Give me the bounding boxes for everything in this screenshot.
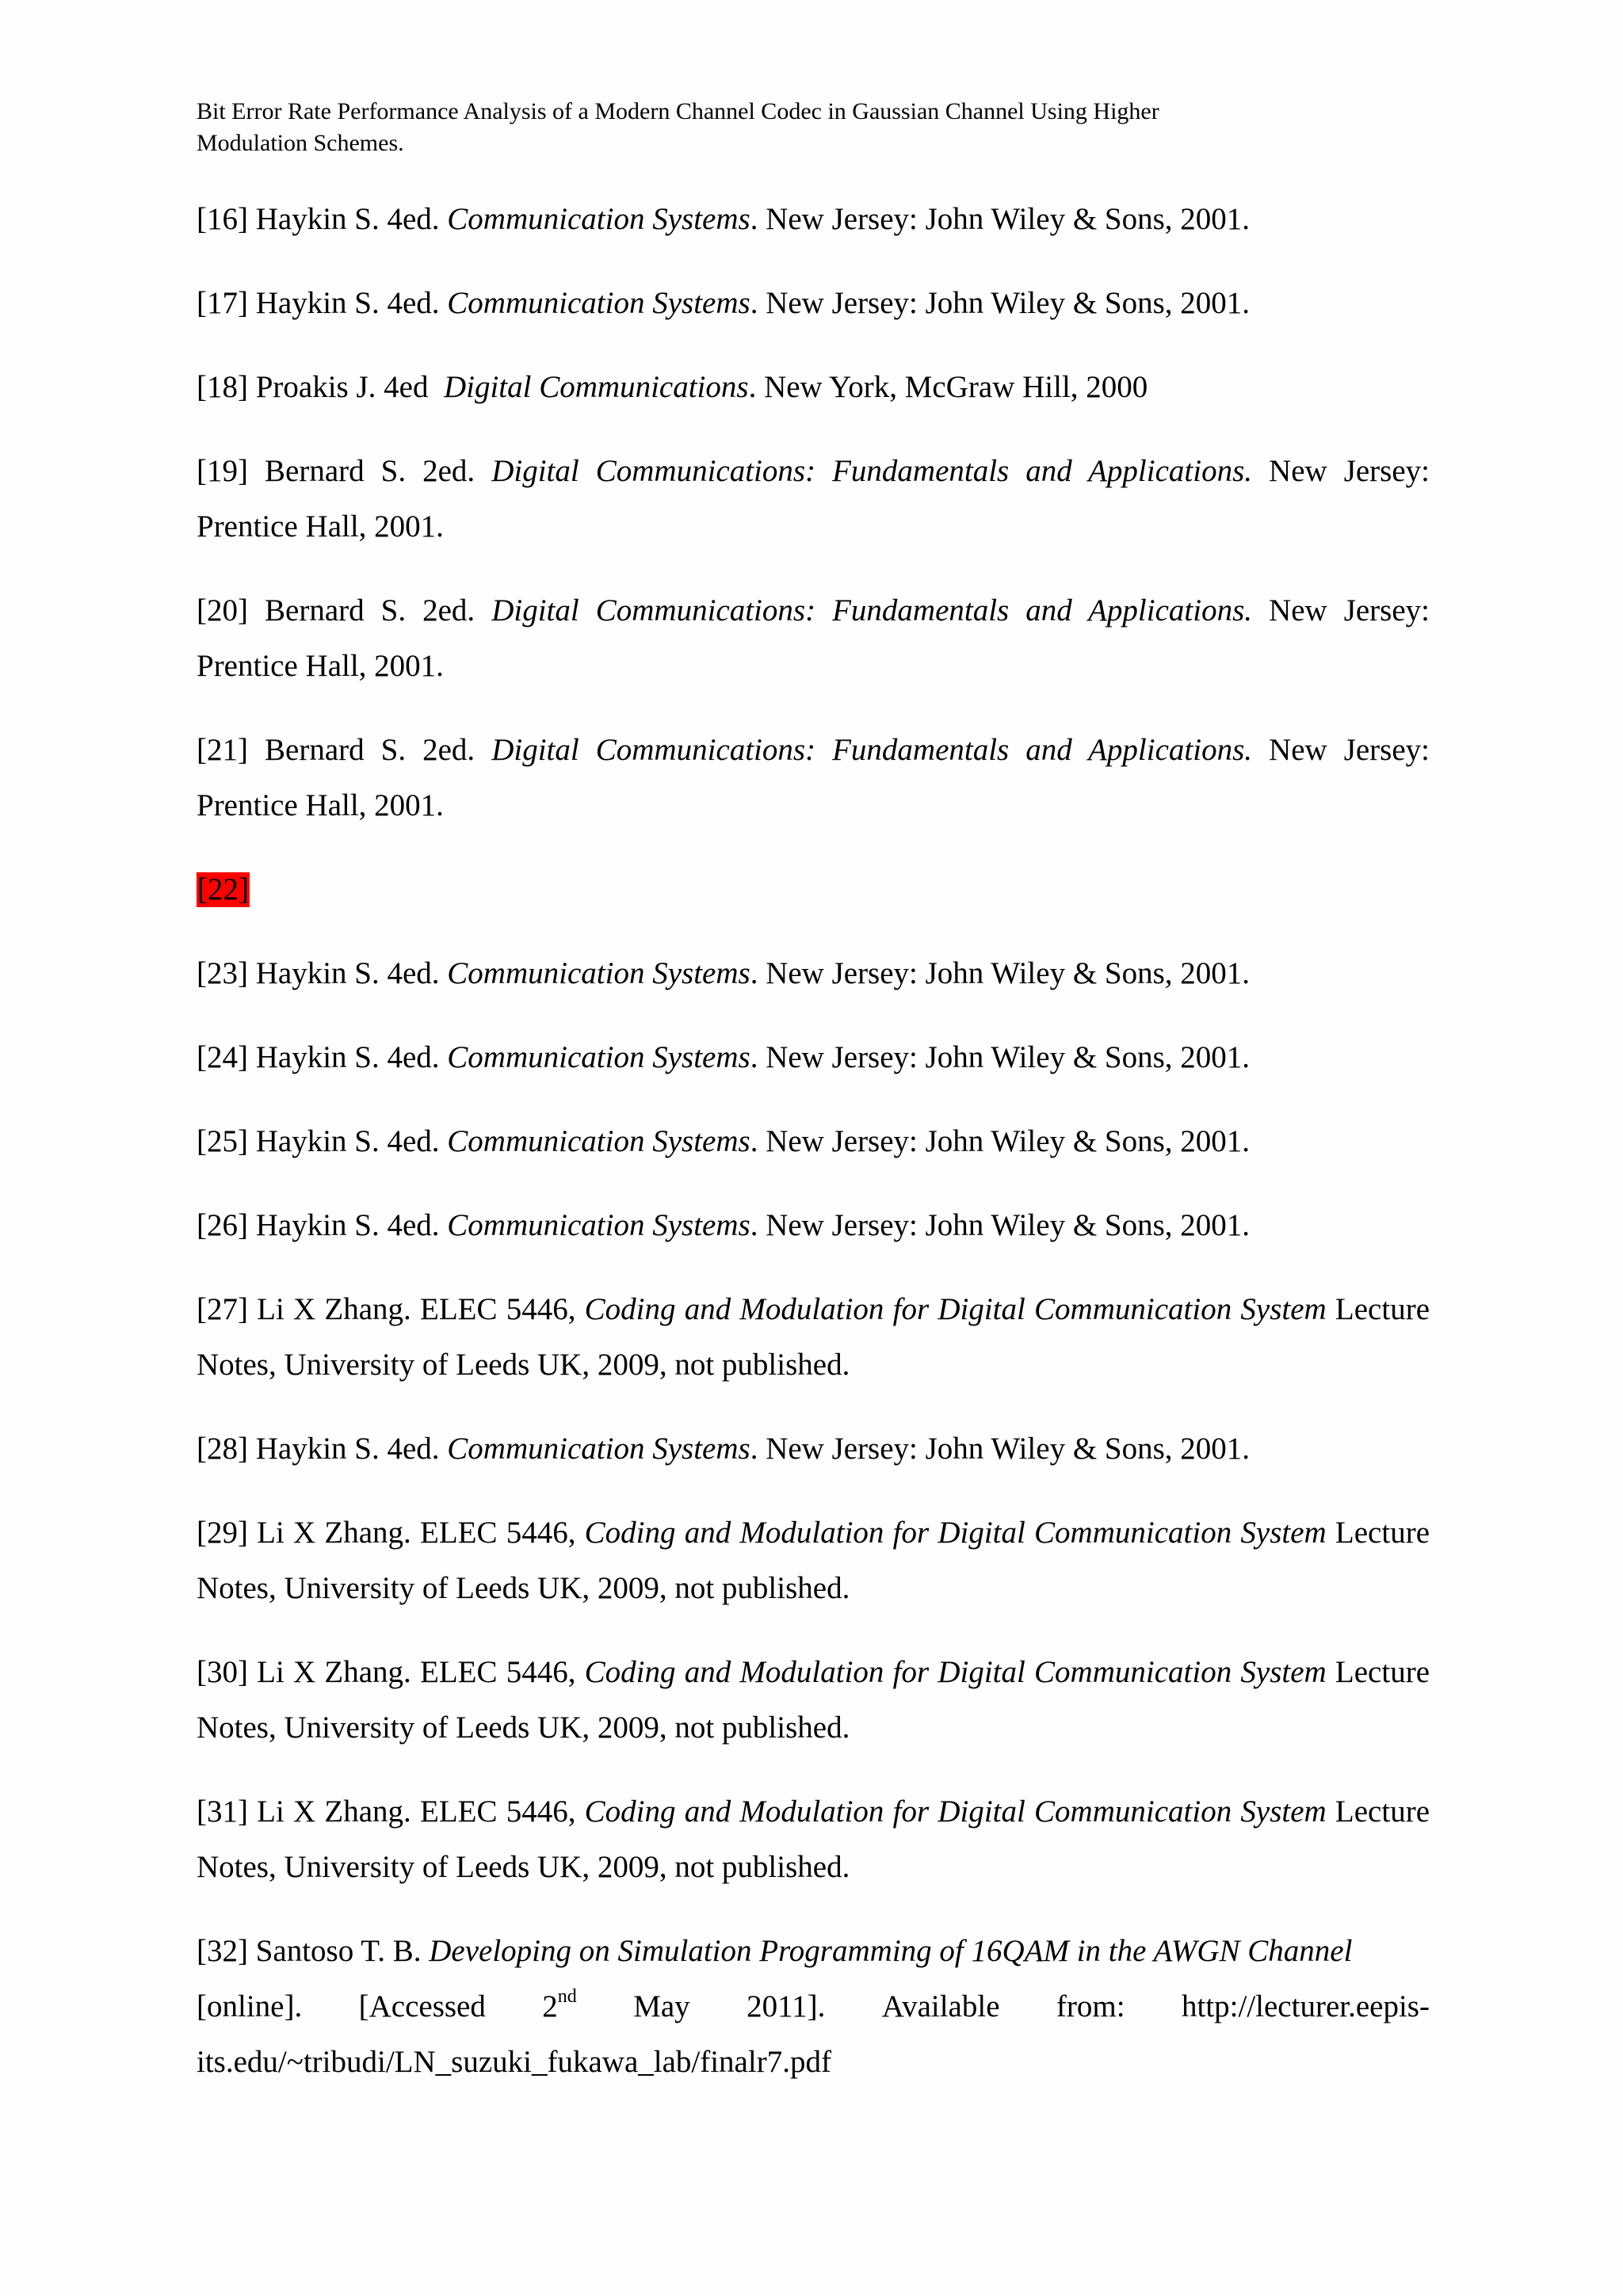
ref-27-authors: [27] Li X Zhang. ELEC 5446, — [197, 1292, 585, 1326]
ref-21-publisher: New Jersey: Prentice Hall, 2001. — [197, 733, 1430, 822]
ref-29-authors: [29] Li X Zhang. ELEC 5446, — [197, 1516, 585, 1550]
reference-16 — [197, 192, 1430, 247]
reference-24 — [197, 1030, 1430, 1085]
ref-31-publisher: Lecture Notes, University of Leeds UK, 2009, not published. — [197, 1794, 1430, 1884]
ref-19-authors: [19] Bernard S. 2ed. — [197, 454, 492, 488]
running-header — [197, 96, 1433, 159]
ref-26-publisher: . New Jersey: John Wiley & Sons, 2001. — [750, 1208, 1251, 1242]
ref-27-title: Coding and Modulation for Digital Communication System — [584, 1292, 1327, 1326]
ref-30-publisher: Lecture Notes, University of Leeds UK, 2009, not published. — [197, 1655, 1430, 1745]
ref-17-title: Communication Systems — [447, 286, 750, 320]
ref-28-authors: [28] Haykin S. 4ed. — [197, 1432, 448, 1466]
ref-32-title: Developing on Simulation Programming of 16QAM in the AWGN Channel — [429, 1934, 1353, 1968]
ref-20-publisher: New Jersey: Prentice Hall, 2001. — [197, 593, 1430, 683]
ref-18-authors: [18] Proakis J. 4ed — [197, 370, 444, 404]
ref-32-url-part-1: http://lecturer.eepis- — [1181, 1989, 1430, 2023]
header-line-2: Modulation Schemes. — [197, 130, 404, 156]
ref-32-line-1 — [197, 1924, 1430, 1979]
ref-32-line-2 — [197, 1979, 1430, 2035]
ref-17-authors: [17] Haykin S. 4ed. — [197, 286, 448, 320]
reference-30 — [197, 1645, 1430, 1756]
reference-17 — [197, 276, 1430, 331]
ref-16-authors: [16] Haykin S. 4ed. — [197, 202, 448, 236]
ref-28-title: Communication Systems — [447, 1432, 750, 1466]
ref-21-authors: [21] Bernard S. 2ed. — [197, 733, 492, 767]
ref-20-authors: [20] Bernard S. 2ed. — [197, 593, 492, 627]
reference-23 — [197, 946, 1430, 1001]
ref-32-authors: [32] Santoso T. B. — [197, 1934, 430, 1968]
ref-30-title: Coding and Modulation for Digital Communication System — [584, 1655, 1327, 1689]
reference-29 — [197, 1505, 1430, 1616]
ref-25-authors: [25] Haykin S. 4ed. — [197, 1124, 448, 1158]
ref-32-day — [542, 1979, 577, 2035]
ref-24-title: Communication Systems — [447, 1040, 750, 1074]
ref-32-month: May — [633, 1989, 690, 2023]
ref-28-publisher: . New Jersey: John Wiley & Sons, 2001. — [750, 1432, 1251, 1466]
ref-31-authors: [31] Li X Zhang. ELEC 5446, — [197, 1794, 585, 1829]
reference-21 — [197, 723, 1430, 833]
ref-29-publisher: Lecture Notes, University of Leeds UK, 2009, not published. — [197, 1516, 1430, 1605]
ref-32-day-number: 2 — [542, 1989, 558, 2023]
ref-18-title: Digital Communications — [443, 370, 749, 404]
reference-27 — [197, 1282, 1430, 1393]
ref-25-title: Communication Systems — [447, 1124, 750, 1158]
ref-21-title: Digital Communications: Fundamentals and Applications. — [491, 733, 1252, 767]
ref-23-authors: [23] Haykin S. 4ed. — [197, 956, 448, 990]
ref-32-online: [online]. — [197, 1989, 303, 2023]
ref-27-publisher: Lecture Notes, University of Leeds UK, 2009, not published. — [197, 1292, 1430, 1382]
ref-32-year: 2011]. — [747, 1989, 826, 2023]
ref-23-publisher: . New Jersey: John Wiley & Sons, 2001. — [750, 956, 1251, 990]
reference-20 — [197, 583, 1430, 694]
reference-28 — [197, 1421, 1430, 1477]
ref-16-publisher: . New Jersey: John Wiley & Sons, 2001. — [750, 202, 1251, 236]
reference-25 — [197, 1114, 1430, 1169]
ref-22-highlighted-label: [22] — [197, 872, 249, 906]
ref-32-url-part-2: its.edu/~tribudi/LN_suzuki_fukawa_lab/finalr7.pdf — [197, 2045, 831, 2079]
ref-32-available: Available — [881, 1989, 1000, 2023]
ref-32-from: from: — [1056, 1989, 1125, 2023]
ref-17-publisher: . New Jersey: John Wiley & Sons, 2001. — [750, 286, 1251, 320]
reference-list — [197, 192, 1430, 2119]
ref-29-title: Coding and Modulation for Digital Communication System — [584, 1516, 1327, 1550]
ref-26-title: Communication Systems — [447, 1208, 750, 1242]
ref-23-title: Communication Systems — [447, 956, 750, 990]
reference-26 — [197, 1198, 1430, 1253]
reference-19 — [197, 444, 1430, 555]
ref-26-authors: [26] Haykin S. 4ed. — [197, 1208, 448, 1242]
reference-31 — [197, 1784, 1430, 1895]
ref-16-title: Communication Systems — [447, 202, 750, 236]
ref-19-title: Digital Communications: Fundamentals and Applications. — [491, 454, 1252, 488]
reference-32 — [197, 1924, 1430, 2090]
ref-25-publisher: . New Jersey: John Wiley & Sons, 2001. — [750, 1124, 1251, 1158]
reference-22 — [197, 862, 1430, 917]
ref-31-title: Coding and Modulation for Digital Communication System — [584, 1794, 1327, 1829]
ref-32-accessed: [Accessed — [358, 1989, 486, 2023]
ref-32-day-suffix: nd — [557, 1986, 577, 2007]
ref-20-title: Digital Communications: Fundamentals and Applications. — [491, 593, 1252, 627]
header-line-1: Bit Error Rate Performance Analysis of a Modern Channel Codec in Gaussian Channel Using Higher — [197, 98, 1159, 124]
ref-19-publisher: New Jersey: Prentice Hall, 2001. — [197, 454, 1430, 543]
ref-24-authors: [24] Haykin S. 4ed. — [197, 1040, 448, 1074]
ref-18-publisher: . New York, McGraw Hill, 2000 — [748, 370, 1148, 404]
ref-24-publisher: . New Jersey: John Wiley & Sons, 2001. — [750, 1040, 1251, 1074]
reference-18 — [197, 360, 1430, 415]
ref-30-authors: [30] Li X Zhang. ELEC 5446, — [197, 1655, 585, 1689]
